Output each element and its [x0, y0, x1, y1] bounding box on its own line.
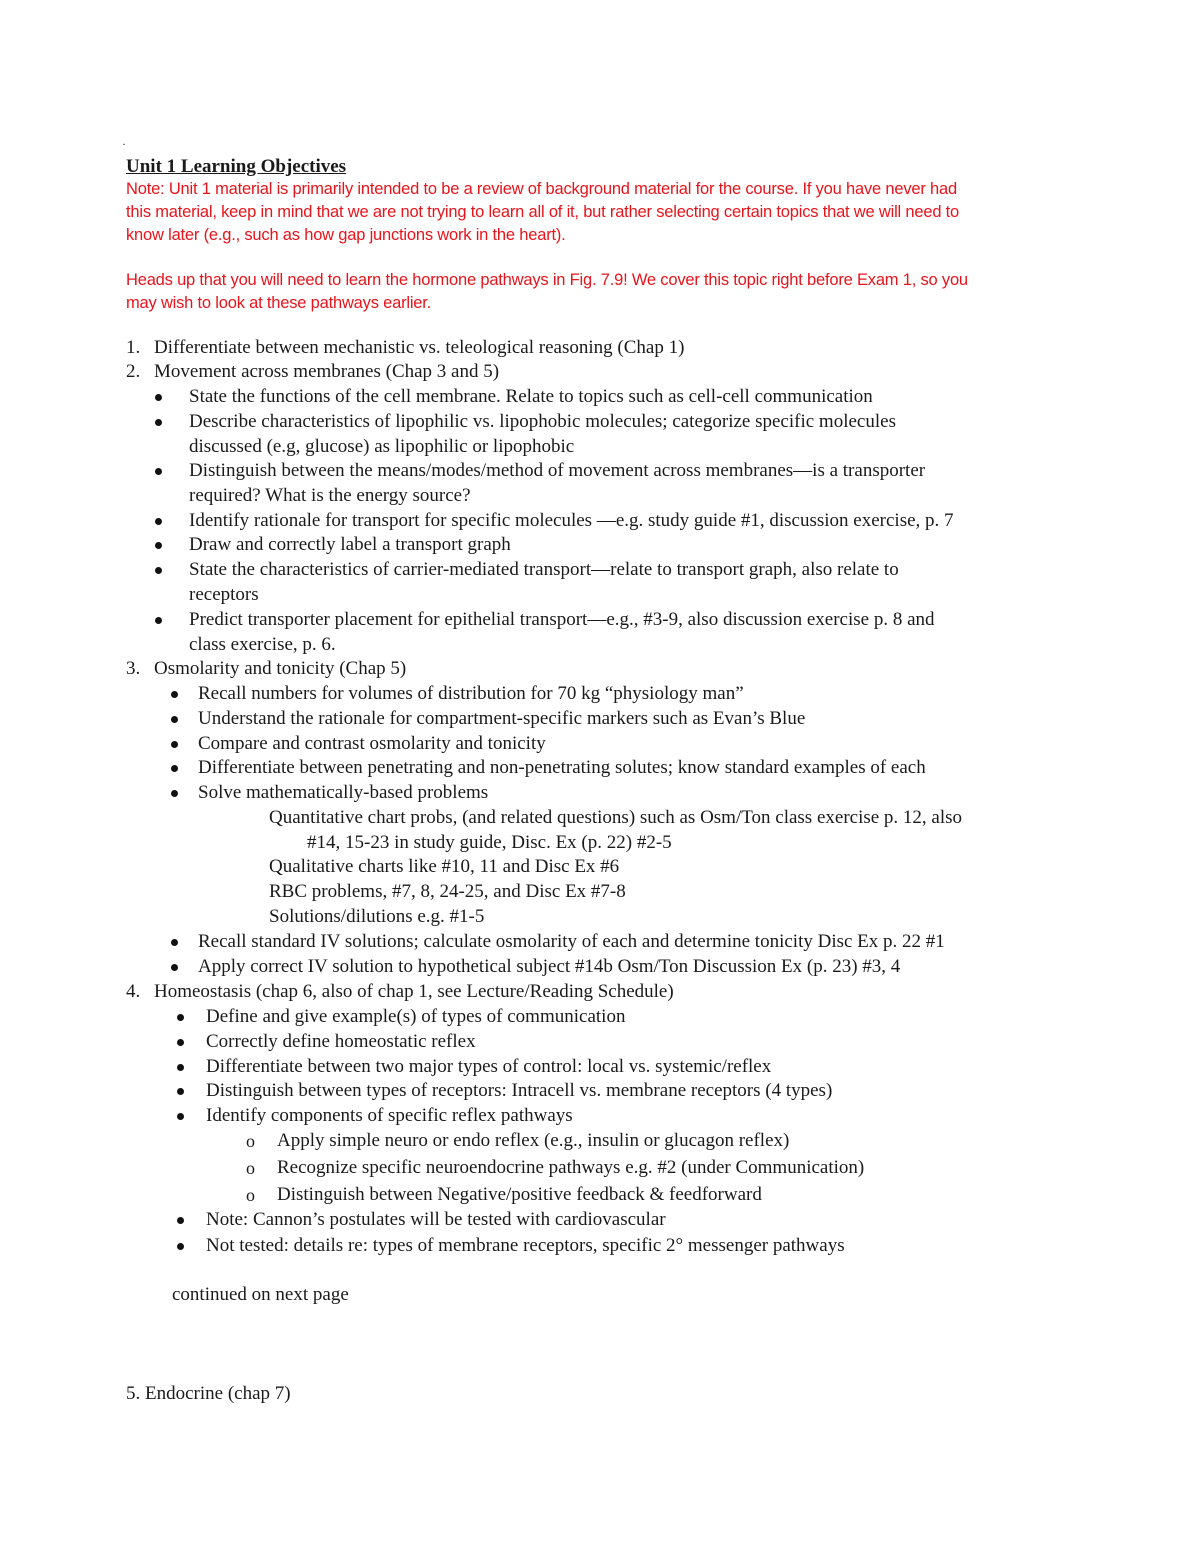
- list-item: Describe characteristics of lipophilic vs. lipophobic molecules; categorize specific molecules: [189, 411, 896, 432]
- bullet-icon: [177, 1217, 184, 1224]
- list-item: Solve mathematically-based problems: [198, 782, 489, 803]
- list-item: Recall numbers for volumes of distribution for 70 kg “physiology man”: [198, 683, 744, 704]
- bullet-icon: [171, 741, 178, 748]
- sub-bullet-icon: o: [246, 1131, 255, 1151]
- bullet-icon: [171, 939, 178, 946]
- problem-line: Qualitative charts like #10, 11 and Disc Ex #6: [269, 856, 620, 877]
- list-item: Differentiate between penetrating and non-penetrating solutes; know standard examples of each: [198, 757, 926, 778]
- list-item: Define and give example(s) of types of communication: [206, 1006, 626, 1027]
- list-item: Draw and correctly label a transport graph: [189, 534, 511, 555]
- objective-number: 3.: [126, 658, 141, 679]
- stray-mark: ·: [122, 137, 126, 151]
- sub-list-item: Distinguish between Negative/positive feedback & feedforward: [277, 1184, 762, 1205]
- problem-line: RBC problems, #7, 8, 24-25, and Disc Ex #7-8: [269, 881, 626, 902]
- problem-line: Quantitative chart probs, (and related questions) such as Osm/Ton class exercise p. 12, also: [269, 807, 963, 828]
- sub-bullet-icon: o: [246, 1158, 255, 1178]
- bullet-icon: [155, 419, 162, 426]
- list-item: Apply correct IV solution to hypothetical subject #14b Osm/Ton Discussion Ex (p. 23) #3, 4: [198, 956, 901, 977]
- bullet-icon: [155, 542, 162, 549]
- bullet-icon: [171, 964, 178, 971]
- list-item: Differentiate between two major types of control: local vs. systemic/reflex: [206, 1056, 772, 1077]
- bullet-icon: [177, 1088, 184, 1095]
- bullet-icon: [177, 1064, 184, 1071]
- list-item: Correctly define homeostatic reflex: [206, 1031, 476, 1052]
- problem-line-continuation: #14, 15-23 in study guide, Disc. Ex (p. 22) #2-5: [307, 832, 672, 853]
- list-item: State the functions of the cell membrane. Relate to topics such as cell-cell communication: [189, 386, 873, 407]
- list-item: State the characteristics of carrier-mediated transport—relate to transport graph, also relate to: [189, 559, 899, 580]
- note-line-3: know later (e.g., such as how gap junctions work in the heart).: [126, 226, 566, 244]
- problem-line: Solutions/dilutions e.g. #1-5: [269, 906, 485, 927]
- bullet-icon: [155, 468, 162, 475]
- bullet-icon: [155, 394, 162, 401]
- objective-text: Movement across membranes (Chap 3 and 5): [154, 361, 500, 382]
- list-item: Predict transporter placement for epithelial transport—e.g., #3-9, also discussion exercise p. 8 and: [189, 609, 935, 630]
- list-item-continuation: receptors: [189, 584, 259, 605]
- list-item: Distinguish between the means/modes/method of movement across membranes—is a transporter: [189, 460, 926, 481]
- sub-bullet-icon: o: [246, 1185, 255, 1205]
- bullet-icon: [177, 1014, 184, 1021]
- bullet-icon: [177, 1039, 184, 1046]
- page-title: Unit 1 Learning Objectives: [126, 156, 347, 177]
- note-line-1: Note: Unit 1 material is primarily intended to be a review of background material for the course. If you have never had: [126, 180, 957, 198]
- bullet-icon: [171, 716, 178, 723]
- objective-text: Differentiate between mechanistic vs. teleological reasoning (Chap 1): [154, 337, 685, 358]
- list-item: Understand the rationale for compartment-specific markers such as Evan’s Blue: [198, 708, 806, 729]
- list-item: Recall standard IV solutions; calculate osmolarity of each and determine tonicity Disc Ex p. 22 #1: [198, 931, 945, 952]
- continued-note: continued on next page: [172, 1284, 349, 1305]
- section-5-heading: 5. Endocrine (chap 7): [126, 1383, 291, 1404]
- sub-list-item: Apply simple neuro or endo reflex (e.g., insulin or glucagon reflex): [277, 1130, 790, 1151]
- bullet-icon: [155, 567, 162, 574]
- bullet-icon: [171, 691, 178, 698]
- bullet-icon: [177, 1243, 184, 1250]
- list-item: Compare and contrast osmolarity and tonicity: [198, 733, 546, 754]
- list-item: Identify rationale for transport for specific molecules —e.g. study guide #1, discussion exercise, p. 7: [189, 510, 954, 531]
- list-item-continuation: class exercise, p. 6.: [189, 634, 336, 655]
- note-line-2: this material, keep in mind that we are not trying to learn all of it, but rather selecting certain topics that we will need to: [126, 203, 960, 221]
- objective-number: 2.: [126, 361, 141, 382]
- heads-up-line-2: may wish to look at these pathways earlier.: [126, 294, 432, 312]
- bullet-icon: [171, 765, 178, 772]
- list-item-continuation: discussed (e.g, glucose) as lipophilic or lipophobic: [189, 436, 575, 457]
- bullet-icon: [177, 1113, 184, 1120]
- objective-text: Homeostasis (chap 6, also of chap 1, see Lecture/Reading Schedule): [154, 981, 674, 1002]
- list-item: Not tested: details re: types of membrane receptors, specific 2° messenger pathways: [206, 1235, 845, 1256]
- objective-number: 4.: [126, 981, 141, 1002]
- bullet-icon: [171, 790, 178, 797]
- list-item: Identify components of specific reflex pathways: [206, 1105, 573, 1126]
- sub-list-item: Recognize specific neuroendocrine pathways e.g. #2 (under Communication): [277, 1157, 865, 1178]
- list-item: Distinguish between types of receptors: Intracell vs. membrane receptors (4 types): [206, 1080, 833, 1101]
- list-item-continuation: required? What is the energy source?: [189, 485, 471, 506]
- objective-text: Osmolarity and tonicity (Chap 5): [154, 658, 407, 679]
- heads-up-line-1: Heads up that you will need to learn the hormone pathways in Fig. 7.9! We cover this topic right before Exam 1, so you: [126, 271, 968, 289]
- list-item: Note: Cannon’s postulates will be tested with cardiovascular: [206, 1209, 666, 1230]
- objective-number: 1.: [126, 337, 141, 358]
- bullet-icon: [155, 518, 162, 525]
- bullet-icon: [155, 617, 162, 624]
